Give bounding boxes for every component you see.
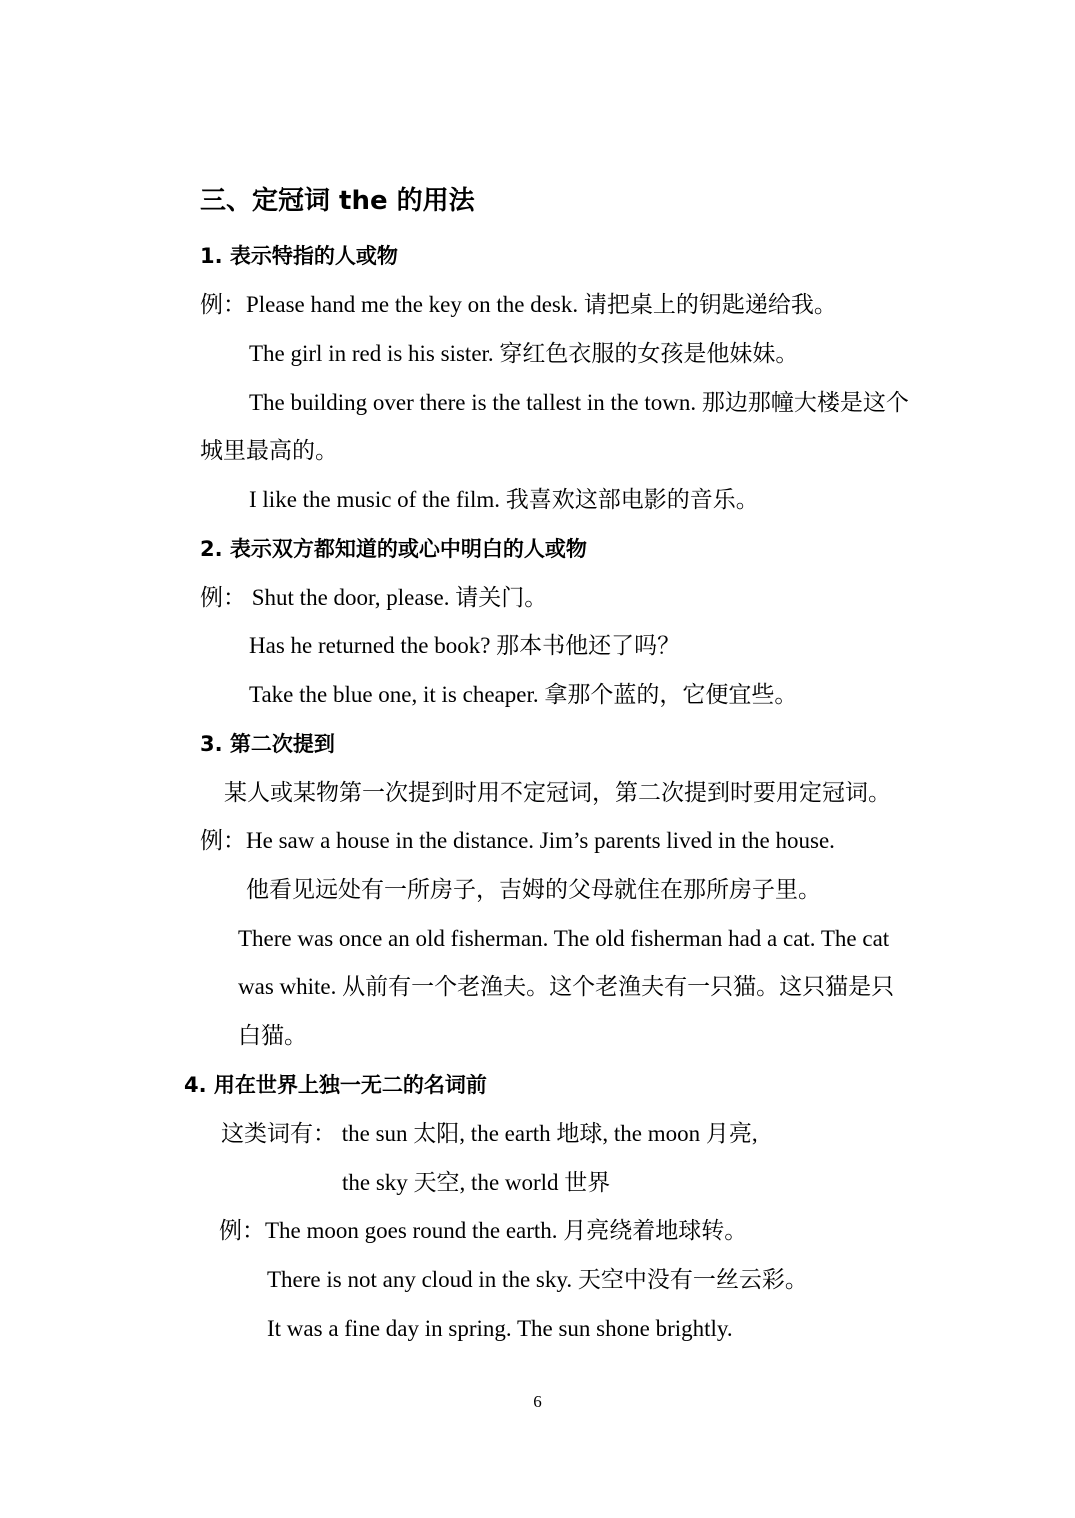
section-3-line-6: 白猫。 [238,1023,307,1048]
section-4-line-1: 这类词有： the sun 太阳, the earth 地球, the moon 月亮, [221,1121,758,1146]
section-4-heading: 4. 用在世界上独一无二的名词前 [184,1073,487,1097]
section-1-line-3: The building over there is the tallest in the town. 那边那幢大楼是这个 [249,390,909,415]
section-2-line-3: Take the blue one, it is cheaper. 拿那个蓝的，它便宜些。 [249,682,798,707]
section-3-line-2: 例：He saw a house in the distance. Jim’s parents lived in the house. [200,828,835,853]
section-4-line-5: It was a fine day in spring. The sun shone brightly. [267,1316,733,1341]
section-1-heading: 1. 表示特指的人或物 [200,244,398,268]
page-number: 6 [533,1392,542,1411]
section-1-line-2: The girl in red is his sister. 穿红色衣服的女孩是他妹妹。 [249,341,799,366]
section-2-heading: 2. 表示双方都知道的或心中明白的人或物 [200,537,587,561]
section-4-line-2: the sky 天空, the world 世界 [342,1170,611,1195]
section-4-line-3: 例：The moon goes round the earth. 月亮绕着地球转。 [219,1218,748,1243]
section-3-line-4: There was once an old fisherman. The old fisherman had a cat. The cat [238,926,890,951]
section-3-line-5: was white. 从前有一个老渔夫。这个老渔夫有一只猫。这只猫是只 [238,974,895,999]
section-3-heading: 3. 第二次提到 [200,732,335,756]
section-2-line-2: Has he returned the book? 那本书他还了吗？ [249,633,681,658]
section-title: 三、定冠词 the 的用法 [200,186,475,216]
section-1-line-4: 城里最高的。 [200,438,338,463]
section-3-line-3: 他看见远处有一所房子，吉姆的父母就住在那所房子里。 [246,877,821,902]
section-1-line-5: I like the music of the film. 我喜欢这部电影的音乐。 [249,487,759,512]
section-2-line-1: 例： Shut the door, please. 请关门。 [200,585,548,610]
section-3-line-1: 某人或某物第一次提到时用不定冠词，第二次提到时要用定冠词。 [224,780,891,805]
section-1-line-1: 例：Please hand me the key on the desk. 请把桌上的钥匙递给我。 [200,292,837,317]
section-4-line-4: There is not any cloud in the sky. 天空中没有一丝云彩。 [267,1267,808,1292]
